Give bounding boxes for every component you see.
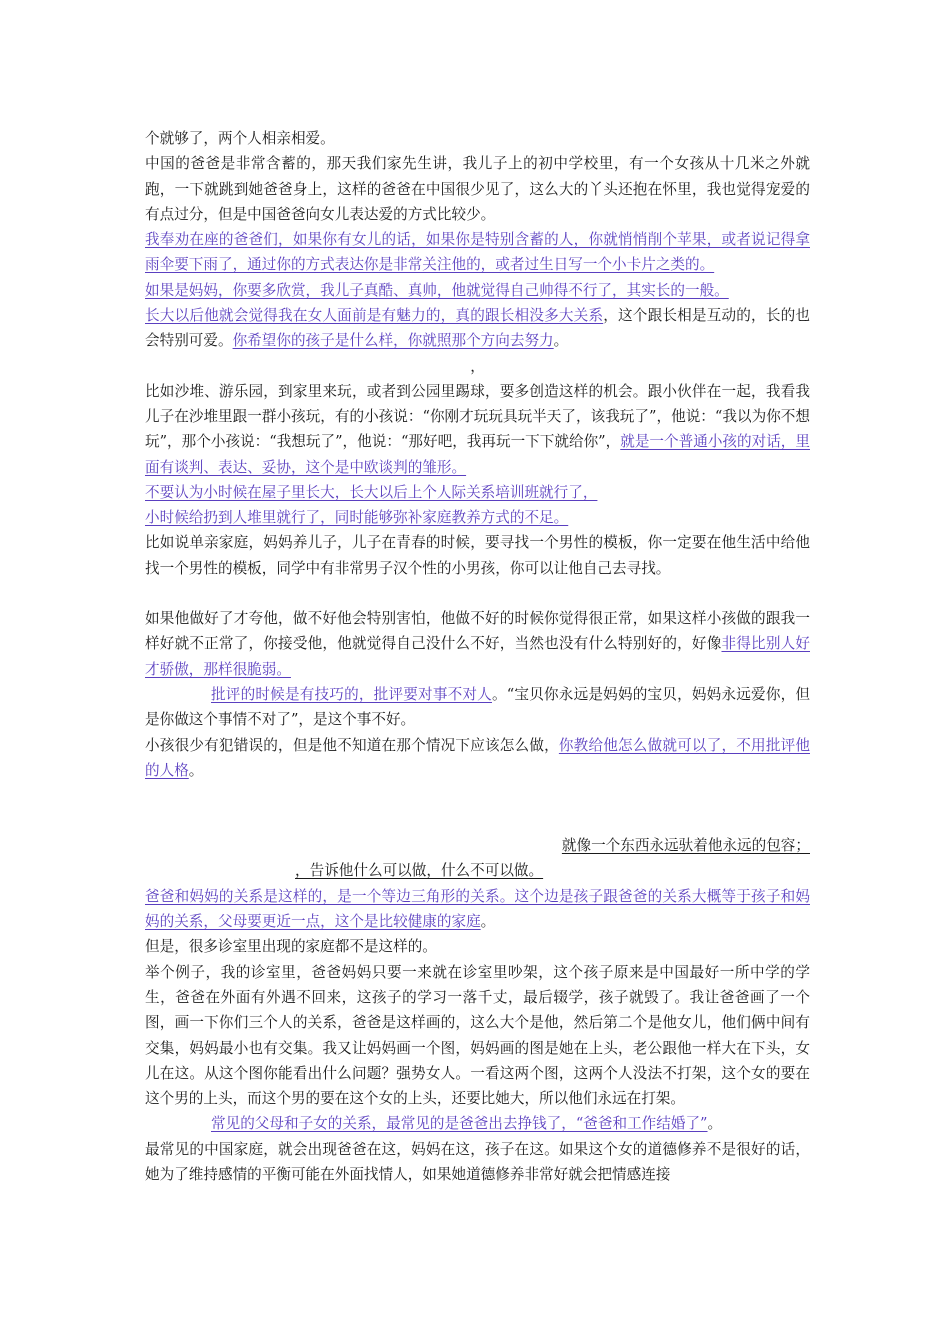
highlighted-text: 你教给他怎么做就可以了，不用批评他的人格 — [145, 736, 810, 779]
paragraph: 小孩很少有犯错误的，但是他不知道在那个情况下应该怎么做，你教给他怎么做就可以了，不用批评他的人格。 — [145, 736, 810, 779]
paragraph: 比如沙堆、游乐园，到家里来玩，或者到公园里踢球，要多创造这样的机会。跟小伙伴在一起，我看我儿子在沙堆里跟一群小孩玩，有的小孩说：“你刚才玩玩具玩半天了，该我玩了”，他说：“我以为你不想玩”，那个小孩说：“我想玩了”，他说：“那好吧，我再玩一下下就给你”，就是一个普通小孩的对话，里面有谈判、表达、妥协，这个是中欧谈判的雏形。 — [145, 382, 810, 476]
paragraph: 最常见的中国家庭，就会出现爸爸在这，妈妈在这，孩子在这。如果这个女的道德修养不是很好的话，她为了维持感情的平衡可能在外面找情人，如果她道德修养非常好就会把情感连接 — [145, 1140, 810, 1183]
highlighted-text: 批评的时候是有技巧的，批评要对事不对人 — [211, 685, 492, 703]
highlighted-text: 就是一个普通小孩的对话，里面有谈判、表达、妥协，这个是中欧谈判的雏形。 — [145, 433, 810, 476]
underlined-text: 就像一个东西永远驮着他永远的包容； — [561, 837, 810, 855]
paragraph: 爸爸和妈妈的关系是这样的，是一个等边三角形的关系。这个边是孩子跟爸爸的关系大概等于孩子和妈妈的关系，父母要更近一点，这个是比较健康的家庭。 — [145, 887, 810, 931]
highlighted-text: 小时候给扔到人堆里就行了，同时能够弥补家庭教养方式的不足。 — [145, 509, 569, 527]
paragraph — [145, 278, 810, 303]
paragraph: 如果他做好了才夸他，做不好他会特别害怕，他做不好的时候你觉得很正常，如果这样小孩做的跟我一样好就不正常了，你接受他，他就觉得自己没什么不好，当然也没有什么特别好的，好像非得比别人好才骄傲，那样很脆弱。 — [145, 610, 810, 678]
underlined-text: ，告诉他什么可以做，什么不可以做。 — [295, 862, 544, 880]
paragraph — [145, 505, 810, 530]
highlighted-text: 我奉劝在座的爸爸们，如果你有女儿的话，如果你是特别含蓄的人，你就悄悄削个苹果，或者说记得拿雨伞要下雨了，通过你的方式表达你是非常关注他的，或者过生日写一个小卡片之类的。 — [145, 231, 810, 274]
paragraph — [145, 480, 810, 505]
blank-line — [145, 581, 810, 606]
stray-comma: ， — [470, 357, 485, 375]
paragraph: 但是，很多诊室里出现的家庭都不是这样的。 — [145, 938, 437, 956]
paragraph: 个就够了，两个人相亲相爱。 — [145, 130, 335, 147]
highlighted-text: 不要认为小时候在屋子里长大，长大以后上个人际关系培训班就行了， — [145, 483, 598, 501]
highlighted-text: 常见的父母和子女的关系，最常见的是爸爸出去挣钱了，“爸爸和工作结婚了” — [211, 1115, 708, 1133]
highlighted-text: 非得比别人好才骄傲，那样很脆弱。 — [145, 635, 810, 678]
paragraph: 常见的父母和子女的关系，最常见的是爸爸出去挣钱了，“爸爸和工作结婚了”。 — [211, 1115, 723, 1133]
paragraph: 中国的爸爸是非常含蓄的，那天我们家先生讲，我儿子上的初中学校里，有一个女孩从十几米之外就跑，一下就跳到她爸爸身上，这样的爸爸在中国很少见了，这么大的丫头还抱在怀里，我也觉得宠爱的有点过分，但是中国爸爸向女儿表达爱的方式比较少。 — [145, 155, 810, 223]
paragraph — [145, 227, 810, 278]
paragraph: 举个例子，我的诊室里，爸爸妈妈只要一来就在诊室里吵架，这个孩子原来是中国最好一所中学的学生，爸爸在外面有外遇不回来，这孩子的学习一落千丈，最后辍学，孩子就毁了。我让爸爸画了一个图，画一下你们三个人的关系，爸爸是这样画的，这么大个是他，然后第二个是他女儿，他们俩中间有交集，妈妈最小也有交集。我又让妈妈画一个图，妈妈画的图是她在上头，老公跟他一样大在下头，女儿在这。从这个图你能看出什么问题？强势女人。一看这两个图，这两个人没法不打架，这个女的要在这个男的上头，而这个男的要在这个女的上头，还要比她大，所以他们永远在打架。 — [145, 963, 810, 1108]
highlighted-text: 你希望你的孩子是什么样，你就照那个方向去努力 — [232, 332, 554, 350]
highlighted-text: 爸爸和妈妈的关系是这样的，是一个等边三角形的关系。这个边是孩子跟爸爸的关系大概等于孩子和妈妈的关系，父母要更近一点，这个是比较健康的家庭 — [145, 887, 810, 931]
paragraph: 比如说单亲家庭，妈妈养儿子，儿子在青春的时候，要寻找一个男性的模板，你一定要在他生活中给他找一个男性的模板，同学中有非常男子汉个性的小男孩，你可以让他自己去寻找。 — [145, 534, 810, 577]
paragraph: 批评的时候是有技巧的，批评要对事不对人。“宝贝你永远是妈妈的宝贝，妈妈永远爱你，但是你做这个事情不对了”，是这个事不好。 — [145, 685, 810, 729]
highlighted-text: 如果是妈妈，你要多欣赏，我儿子真酷、真帅，他就觉得自己帅得不行了，其实长的一般。 — [145, 281, 729, 299]
paragraph — [145, 858, 810, 883]
paragraph — [145, 833, 810, 858]
paragraph: 长大以后他就会觉得我在女人面前是有魅力的，真的跟长相没多大关系，这个跟长相是互动的，长的也会特别可爱。你希望你的孩子是什么样，你就照那个方向去努力。 — [145, 307, 810, 350]
highlighted-text: 长大以后他就会觉得我在女人面前是有魅力的，真的跟长相没多大关系 — [145, 307, 604, 325]
document-page — [145, 126, 810, 1187]
blank-line — [145, 783, 810, 833]
